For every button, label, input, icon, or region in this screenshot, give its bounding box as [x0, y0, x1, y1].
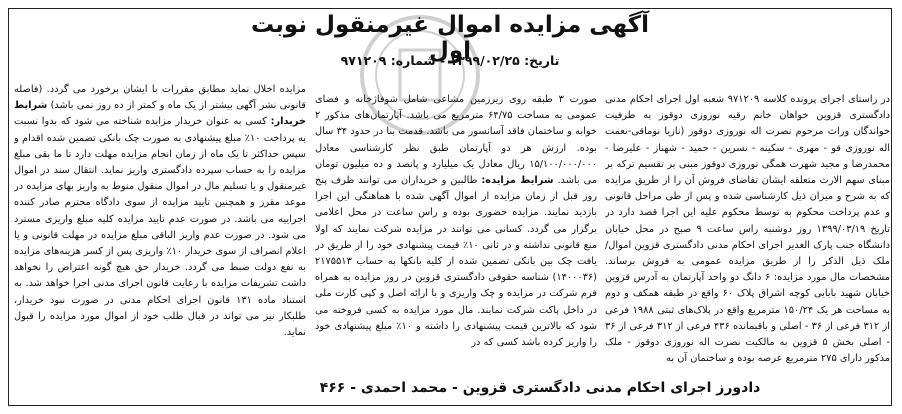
notice-date-number: تاریخ: ۱۳۹۹/۰۲/۲۵ - شماره: ۹۷۱۲۰۹ — [340, 53, 560, 68]
building-details: صورت ۳ طبقه روی زیرزمین مشاعی شامل شوفاژخانه و فضای عمومی به مساحت ۶۴/۷۵ مترمربع می باشد. آپارتمان‌های مذکور ۲ خوابه و ساختمان فاقد آسانسور می باشد. قدمت بنا در حدود ۳۴ سال بوده. ارزش هر دو آپارتمان طبق نظر کارشناسی معادل ۱۵/۱۰۰/۰۰۰/۰۰۰ ریال معادل یک میلیارد و پانصد و ده میلیون تومان می باشد. شرایط مزایده: طالبین و خریداران می توانند ظرف پنج روز قبل از زمان مزایده از اموال آگهی شده با هماهنگی این اجرا بازدید نمایند. مزایده حضوری بوده و راس ساعت در محل اعلامی برگزار می گردد. کسانی می توانند در مزایده شرکت نمایند که اولا منع قانونی نداشته و در ثانی ۱۰٪ قیمت پیشنهادی خود را از طریق در یافت چک بین بانکی تضمین شده از کلیه بانکها به حساب ۲۱۷۵۵۱۳ (۱۴۰۰۰۳۶) شناسه حقوقی دادگستری قزوین در روز مزایده به همراه فرم شرکت در مزایده و چک واریزی و با ارائه اصل و کپی کارت ملی در داخل پاکت شرکت نمایند. مال مورد مزایده به کسی فروخته می شود که بالاترین قیمت پیشنهادی را داشته و ۱۰٪ مبلغ پیشنهادی خود را واریز کرده باشد کسی که در — [315, 94, 597, 349]
notice-title: آگهی مزایده اموال غیرمنقول نوبت اول — [250, 12, 650, 64]
column-middle — [315, 92, 597, 392]
auction-conditions-heading: شرایط مزایده: — [481, 175, 554, 187]
buyer-conditions-heading: شرایط خریدار: — [14, 100, 306, 128]
column-left — [14, 82, 306, 382]
notice-signature: دادورز اجرای احکام مدنی دادگستری قزوین - محمد احمدی - ۴۶۶ — [319, 380, 761, 396]
column-right — [605, 92, 890, 392]
buyer-terms: مزایده اخلال نماید مطابق مقررات با ایشان برخورد می گردد. (فاصله قانونی نشر آگهی بیشتر از یک ماه و کمتر از ده روز نمی باشد) شرایط خریدار: کسی به عنوان خریدار مزایده شناخته می شود که بدوا نسبت به پرداخت ۱۰٪ مبلغ پیشنهادی به صورت چک بانکی تضمین شده اقدام و سپس حداکثر تا یک ماه از زمان انجام مزایده مهلت دارد تا ما بقی مبلغ مزایده را به حساب سپرده دادگستری واریز نماید. انتقال سند در اموال غیرمنقول و یا تسلیم مال در اموال منقول منوط به واریز بهای مزایده در موعد مقرر و همچنین تایید مزایده از سوی دادگاه محترم صادر کننده اجراییه می باشد. در صورت عدم تایید مزایده کلیه مبلغ واریزی مسترد می شود. در صورت عدم واریز الباقی مبلغ مزایده در مهلت قانونی و یا اعلام انصراف از سوی خریدار ۱۰٪ واریزی پس از کسر هزینه‌های مزایده به نفع دولت ضبط می گردد. خریدار حق هیچ گونه اعتراض را نخواهد داشت تشریفات مزایده با رعایت قانون اجرای مدنی اجرا خواهد شد. به استناد ماده ۱۳۱ قانون اجرای احکام مدنی در صورت نبود خریدار، طلبکار نیز می تواند در قبال طلب خود از اموال مورد مزایده را قبول نماید. — [14, 84, 306, 339]
auction-conditions-text: طالبین و خریداران می توانند ظرف پنج روز قبل از زمان مزایده از اموال آگهی شده با هماهنگی این اجرا بازدید نمایند. مزایده حضوری بوده و راس ساعت در محل اعلامی برگزار می گردد. کسانی می توانند در مزایده شرکت نمایند که اولا منع قانونی نداشته و در ثانی ۱۰٪ قیمت پیشنهادی خود را از طریق در یافت چک بین بانکی تضمین شده از کلیه بانکها به حساب ۲۱۷۵۵۱۳ (۱۴۰۰۰۳۶) شناسه حقوقی دادگستری قزوین در روز مزایده به همراه فرم شرکت در مزایده و چک واریزی و با ارائه اصل و کپی کارت ملی در داخل پاکت شرکت نمایند. مال مورد مزایده به کسی فروخته می شود که بالاترین قیمت پیشنهادی را داشته و ۱۰٪ مبلغ پیشنهادی خود را واریز کرده باشد کسی که در — [315, 175, 597, 349]
property-description: در راستای اجرای پرونده کلاسه ۹۷۱۲۰۹ شعبه اول اجرای احکام مدنی دادگستری قزوین خواهان خانم رقیه نوروزی دوقوز به طرفیت خواندگان وراث مرحوم نصرت اله نوروزی دوقوز (نازیا نوماقی-نعمت اله نوروزی قو - مهری - سکینه - نسرین - حمید - شهناز - علیرضا - محمدرضا و مجید شهرت همگی نوروزی دوقوز مبنی بر تقسیم ترکه بر مبنای سهم الارث متعلقه ایشان تقاضای فروش آن را از طریق مزایده که به شرح و میزان ذیل کارشناسی شده و پس از طی مراحل قانونی و عدم پرداخت محکوم به توسط محکوم علیه این اجرا قصد دارد در تاریخ ۱۳۹۹/۰۳/۱۹ روز دوشنبه راس ساعت ۹ صبح در محل خیابان دانشگاه جنب پارک الغدیر اجرای احکام مدنی دادگستری قزوین اموال/ملک ذیل الذکر را از طریق مزایده عمومی به فروش برساند. مشخصات مال مورد مزایده: ۶ دانگ دو واحد آپارتمان به آدرس قزوین خیابان شهید بابایی کوچه اشراق پلاک ۶۰ واقع در طبقه همکف و دوم به مساحت هر یک ۱۵۰/۲۴ مترمربع واقع در پلاک‌های ثبتی ۱۹۸۸ فرعی از ۳۱۲ فرعی از ۳۶ - اصلی و باقیمانده ۴۳۶ فرعی از ۳۱۲ فرعی از ۳۶ - اصلی بخش ۵ قزوین به مالکیت نصرت اله نوروزی دوقوز - ملک مذکور دارای ۲۷۵ مترمربع عرصه بوده و ساختمان آن به — [605, 94, 890, 365]
buyer-conditions-text: کسی به عنوان خریدار مزایده شناخته می شود که بدوا نسبت به پرداخت ۱۰٪ مبلغ پیشنهادی به صورت چک بانکی تضمین شده اقدام و سپس حداکثر تا یک ماه از زمان انجام مزایده مهلت دارد تا ما بقی مبلغ مزایده را به حساب سپرده دادگستری واریز نماید. انتقال سند در اموال غیرمنقول و یا تسلیم مال در اموال منقول منوط به واریز بهای مزایده در موعد مقرر و همچنین تایید مزایده از سوی دادگاه محترم صادر کننده اجراییه می باشد. در صورت عدم تایید مزایده کلیه مبلغ واریزی مسترد می شود. در صورت عدم واریز الباقی مبلغ مزایده در مهلت قانونی و یا اعلام انصراف از سوی خریدار ۱۰٪ واریزی پس از کسر هزینه‌های مزایده به نفع دولت ضبط می گردد. خریدار حق هیچ گونه اعتراض را نخواهد داشت تشریفات مزایده با رعایت قانون اجرای مدنی اجرا خواهد شد. به استناد ماده ۱۳۱ قانون اجرای احکام مدنی در صورت نبود خریدار، طلبکار نیز می تواند در قبال طلب خود از اموال مورد مزایده را قبول نماید. — [14, 116, 306, 339]
